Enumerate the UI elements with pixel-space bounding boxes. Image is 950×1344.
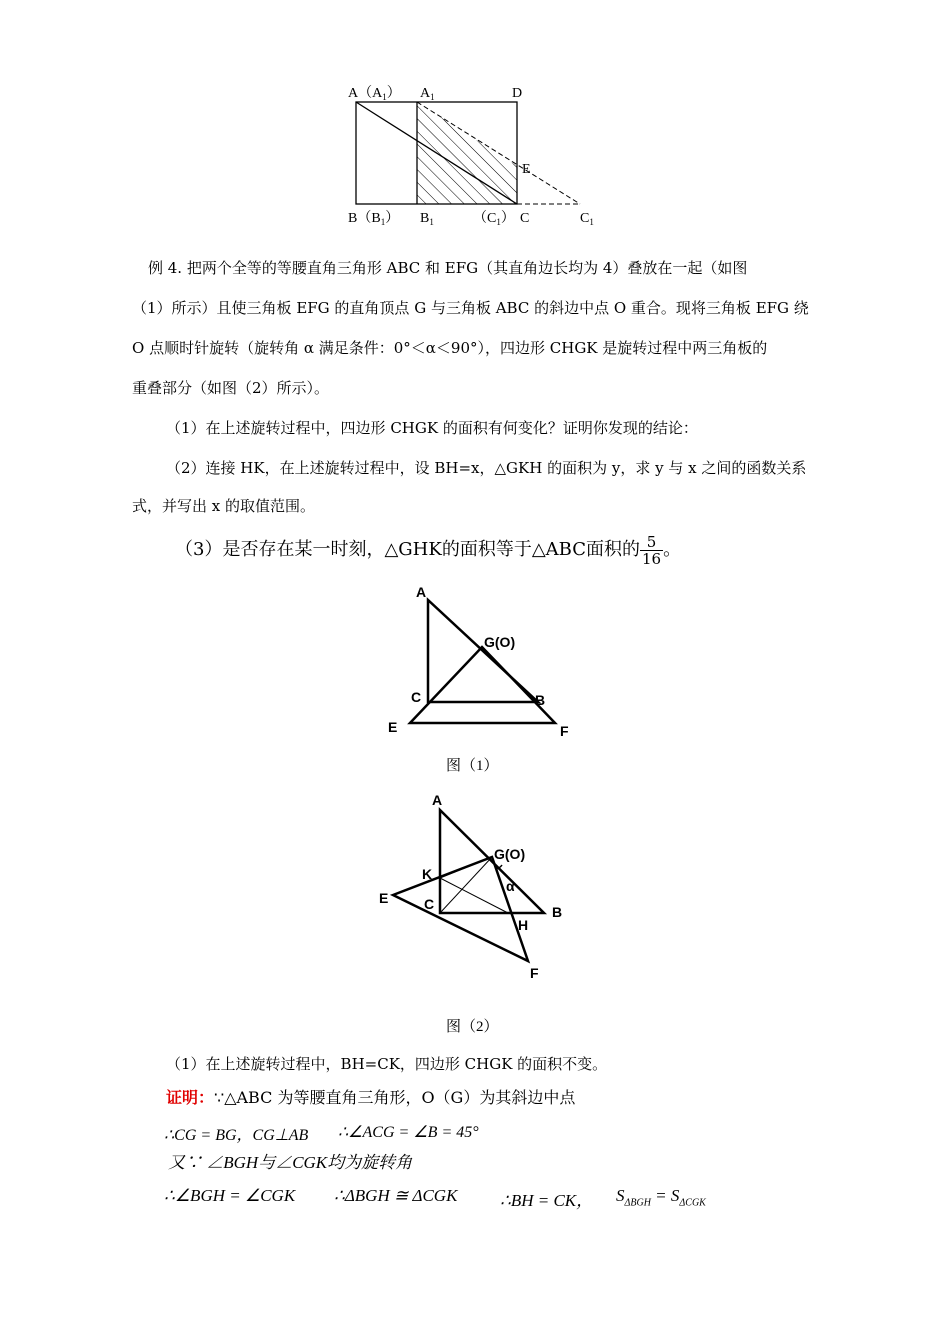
example-line-3: O 点顺时针旋转（旋转角 α 满足条件：0°＜α＜90°），四边形 CHGK 是旋转过程中两三角板的 (132, 339, 768, 357)
math-line-3b: ∴ΔBGH ≅ ΔCGK (334, 1186, 458, 1205)
fraction-numerator: 5 (640, 534, 663, 551)
question-1: （1）在上述旋转过程中，四边形 CHGK 的面积有何变化？证明你发现的结论： (166, 419, 698, 437)
proof-line (166, 1088, 575, 1108)
fig1-label-f: F (560, 723, 569, 739)
fig2-label-a: A (432, 792, 443, 808)
label-e: E (522, 162, 531, 177)
example-line-1: 例 4. 把两个全等的等腰直角三角形 ABC 和 EFG（其直角边长均为 4）叠放在一起（如图 (148, 259, 748, 277)
question-2-line-2: 式，并写出 x 的取值范围。 (132, 497, 315, 515)
math-line-1a: ∴CG = BG，CG⊥AB (164, 1127, 309, 1144)
fig2-label-k: K (422, 866, 433, 882)
fig2-label-c: C (424, 896, 435, 912)
proof-label: 证明： (166, 1088, 215, 1107)
fig2-line-kh (440, 878, 508, 913)
label-c: C (520, 211, 530, 226)
proof-text: ∵△ABC 为等腰直角三角形，O（G）为其斜边中点 (214, 1088, 576, 1107)
fig2-label-h: H (518, 917, 529, 933)
label-b1: $B_1$ (420, 211, 434, 227)
figure-1 (380, 580, 580, 740)
question-2-line-1: （2）连接 HK，在上述旋转过程中，设 BH=x，△GKH 的面积为 y，求 y 与 x 之间的函数关系 (166, 459, 807, 477)
math-line-3d: $S_{\Delta BGH} = S_{\Delta CGK}$ (616, 1186, 706, 1209)
label-c1: $C_1$ (580, 211, 594, 227)
fraction-5-16 (640, 534, 663, 567)
fig1-label-e: E (388, 719, 398, 735)
math-line-3a: ∴∠BGH = ∠CGK (164, 1186, 296, 1205)
question-3 (175, 532, 681, 568)
fig1-label-a: A (416, 584, 427, 600)
math-line-3c: ∴BH = CK， (500, 1191, 594, 1210)
fig2-line-kg (440, 857, 492, 878)
math-line-2: 又∵ ∠BGH与∠CGK均为旋转角 (168, 1153, 413, 1172)
question-3-text: （3）是否存在某一时刻，△GHK的面积等于△ABC面积的 (175, 539, 640, 560)
fig2-label-f: F (530, 965, 539, 981)
figure-2 (372, 785, 572, 985)
figure-top-rectangle (340, 80, 610, 230)
fig2-label-g: G(O) (494, 846, 526, 862)
label-a: $A(A_1)$ (348, 86, 401, 102)
label-c1-paren: $(C_1)$ (473, 211, 515, 227)
fig1-label-g: G(O) (484, 634, 516, 650)
label-a1: $A_1$ (420, 86, 435, 102)
figure-2-caption: 图（2） (446, 1019, 499, 1035)
fig1-label-b: B (535, 692, 546, 708)
triangle-efg (410, 647, 555, 723)
label-b: $B(B_1)$ (348, 211, 400, 227)
fig2-triangle-efg (393, 857, 528, 961)
fig2-triangle-abc (440, 810, 544, 913)
label-d: D (512, 86, 523, 101)
fig2-label-e: E (379, 890, 389, 906)
solution-1: （1）在上述旋转过程中，BH=CK，四边形 CHGK 的面积不变。 (166, 1055, 608, 1073)
fig2-label-b: B (552, 904, 563, 920)
figure-1-caption: 图（1） (446, 758, 499, 774)
fig1-label-c: C (411, 689, 422, 705)
example-line-4: 重叠部分（如图（2）所示）。 (132, 379, 330, 397)
fraction-denominator: 16 (642, 549, 662, 568)
example-line-2: （1）所示）且使三角板 EFG 的直角顶点 G 与三角板 ABC 的斜边中点 O 重合。现将三角板 EFG 绕 (132, 299, 809, 317)
math-line-1b: ∴∠ACG = ∠B = 45° (338, 1124, 479, 1141)
question-3-end: 。 (663, 539, 682, 560)
fig2-label-alpha: α (506, 878, 515, 894)
hatched-region (417, 102, 517, 204)
fig2-line-ch (440, 857, 492, 913)
